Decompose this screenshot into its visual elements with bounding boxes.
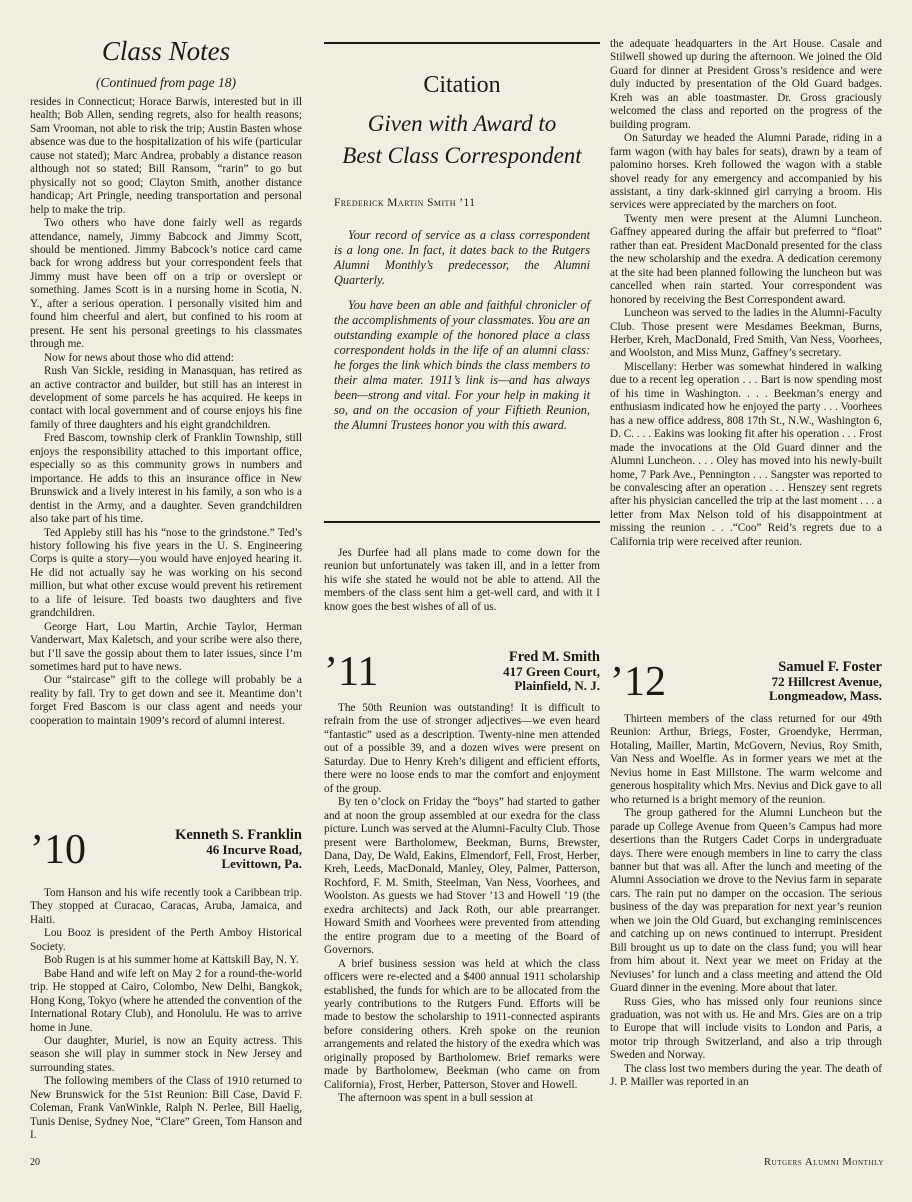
citation-author: [334, 197, 475, 209]
class-1910-header: [30, 828, 302, 888]
correspondent-name: Samuel F. Foster: [778, 659, 882, 675]
paragraph: The afternoon was spent in a bull session at: [338, 1092, 534, 1105]
continued-note: (Continued from page 18): [95, 75, 237, 90]
citation-paragraph: Your record of service as a class correspondent is a long one. In fact, it dates back to the Rutgers Alumni Monthly’s predecessor, the Alumni Quarterly.: [334, 228, 590, 287]
citation-bottom-rule: [324, 521, 600, 523]
paragraph: A brief business session was held at which the class officers were re-elected and a $400 annual 1911 scholarship established, the funds for which are to be allocated from the yearly contributions to the Rutgers Fund. Efforts will be made to bestow the scholarship to 1911-connected aspirants before considering others. Kreh spoke on the reunion arrangements and related the history of the exedra which was originally proposed by Bartholomew. Brief remarks were made by Bartholomew, Beekman (who came on from California), Frost, Herber, Patterson, Stover and Howell.: [324, 957, 600, 1091]
paragraph: Twenty men were present at the Alumni Luncheon. Gaffney appeared during the affair but preferred to “float” rather than eat. President MacDonald presented for the class the new scholarship and the exedra. A dedication ceremony at the site had been planned following the luncheon but was cancelled when rain started. Your correspondent was honored by receiving the Best Correspondent award.: [610, 212, 882, 306]
class-1911-header: [324, 650, 600, 710]
paragraph: Rush Van Sickle, residing in Manasquan, has retired as an active contractor and builder, but still has an interest in development of some parcels he has acquired. He keeps in contact with local government and of course enjoys his fine family of three daughters and his eight grandchildren.: [30, 365, 302, 431]
correspondent-block: [769, 660, 882, 704]
correspondent-address-line2: Longmeadow, Mass.: [768, 688, 882, 704]
class-year: ’10: [30, 827, 86, 873]
correspondent-address-line1: 46 Incurve Road,: [206, 841, 302, 857]
paragraph: The following members of the Class of 1910 returned to New Brunswick for the 51st Reunion: Bill Case, David F. Coleman, Frank VanWinkle, Ralph N. Perlee, Bill Haelig, Tunis Denise, Sydney Noe, “Clare” Green, Tom Hanson and I.: [30, 1075, 302, 1142]
paragraph: The class lost two members during the year. The death of J. P. Mailler was reported in an: [610, 1062, 882, 1089]
citation-box: [324, 42, 600, 518]
paragraph: By ten o’clock on Friday the “boys” had started to gather and at noon the group assembled at our exedra for the class picture. Lunch was served at the Alumni-Faculty Club. Those present were Bartholomew, Beekman, Burns, Brewster, Dana, Day, De Wald, Eakins, Elmendorf, Fell, Frost, Herber, Kreh, Leeds, MacDonald, Manley, Oley, Palmer, Patterson, Rochford, F. M. Smith, Steelman, Van Ness, Voorhees, and Woolston. As guests we had Stover ’13 and Howell ’19 (the exedra architects) and Jack Roth, our able prearranger. Howard Smith and Voorhees were prevented from attending the entire program due to a meeting of the Board of Governors.: [324, 796, 600, 957]
class-notes-title: Class Notes: [101, 36, 231, 66]
class-notes-continuation: [30, 96, 302, 728]
class-1911-continuation: [324, 547, 600, 614]
class-1910-notes: [30, 887, 302, 1143]
paragraph: Lou Booz is president of the Perth Amboy Historical Society.: [30, 927, 302, 953]
paragraph: Bob Rugen is at his summer home at Kattskill Bay, N. Y.: [44, 954, 299, 967]
paragraph: Fred Bascom, township clerk of Franklin Township, still enjoys the responsibility attached to this important office, especially so as this community grows in numbers and importance. He adds to this an insurance office in New Brunswick and a lively interest in his family, a son who is a dentist in the Army, and a daughter. Seven grandchildren also take part of his time.: [30, 432, 302, 526]
paragraph: Babe Hand and wife left on May 2 for a round-the-world trip. He stopped at Cairo, Colombo, New Delhi, Bangkok, Hong Kong, Tokyo (where he attended the convention of the International Rotary Club), and Honolulu. He was to arrive home in June.: [30, 967, 302, 1034]
publication-name: Rutgers Alumni Monthly: [763, 1157, 884, 1168]
citation-title: Citation: [423, 72, 501, 98]
paragraph: Our “staircase” gift to the college will probably be a reality by fall. Try to get down and see it. Meantime don’t forget Fred Bascom is our class agent and needs your cooperation to maintain 1909’s record of alumni interest.: [30, 674, 302, 727]
correspondent-address-line2: Plainfield, N. J.: [514, 678, 600, 694]
citation-author-name: Frederick Martin Smith ’11: [334, 197, 476, 209]
paragraph: Luncheon was served to the ladies in the Alumni-Faculty Club. Those present were Mesdames Beekman, Burns, Herber, Kreh, MacDonald, Fred Smith, Van Ness, Voorhees, and Woolston, and Miss Munz, Gaffney’s secretary.: [610, 307, 882, 360]
citation-paragraph: You have been an able and faithful chronicler of the accomplishments of your classmates. You are an outstanding example of the honored place a class correspondent holds in the life of an alumni class: he forges the link which binds the class members to their alma mater. 1911’s link is—and has always been—strong and vital. For your help in making it so, and on the occasion of your Fiftieth Reunion, the Alumni Trustees honor you with this award.: [334, 298, 590, 432]
paragraph: George Hart, Lou Martin, Archie Taylor, Herman Vanderwart, Max Kaletsch, and your scribe were also there, but I’ll save the gossip about them to later issues, since I’m sometimes hard put to have news.: [30, 620, 302, 674]
paragraph: Tom Hanson and his wife recently took a Caribbean trip. They stopped at Curacao, Caracas, Aruba, Jamaica, and Haiti.: [30, 887, 302, 926]
correspondent-name: Kenneth S. Franklin: [175, 827, 302, 843]
citation-subtitle: [324, 108, 600, 172]
class-1911-notes: [324, 702, 600, 1106]
correspondent-address-line2: Levittown, Pa.: [221, 856, 302, 872]
correspondent-address-line1: 72 Hillcrest Avenue,: [771, 673, 882, 689]
class-1912-notes: [610, 713, 882, 1090]
paragraph: Thirteen members of the class returned for our 49th Reunion: Arthur, Briegs, Foster, Groendyke, Herrman, Hotaling, Mailler, Martin, McGovern, Nevius, Roy Smith, Van Ness and Woelfle. As in former years we met at the Nevius home in East Millstone. The warm welcome and generous hospitality which Mrs. Nevius and Dick gave to all who returned is a bright memory of the reunion.: [610, 713, 882, 806]
correspondent-block: [175, 828, 302, 872]
paragraph: Russ Gies, who has missed only four reunions since graduation, was not with us. He and Mrs. Gies are on a trip to Europe that will include visits to London and Paris, a motor trip through Switzerland, and also a trip through Sweden and Norway.: [610, 995, 882, 1062]
correspondent-address-line1: 417 Green Court,: [503, 663, 600, 679]
paragraph: On Saturday we headed the Alumni Parade, riding in a farm wagon (with hay bales for seats), drawn by a team of palomino horses. Kreh followed the wagon with a stable shovel ready for any emergency and accompanied by his assistant, a tiny dark-skinned girl carrying a broom. His services were appreciated by the marchers on foot.: [610, 132, 882, 212]
paragraph: Our daughter, Muriel, is now an Equity actress. This season she will play in summer stock in New Jersey and surrounding states.: [30, 1034, 302, 1074]
correspondent-name: Fred M. Smith: [508, 649, 600, 665]
paragraph: the adequate headquarters in the Art House. Casale and Stilwell showed up during the afternoon. We joined the Old Guard for dinner at President Gross’s residence and were duly inducted by presentation of the Old Guard badges. Kreh was an able toastmaster. Dr. Gross graciously welcomed the class and reported on the progress of the building program.: [610, 38, 882, 131]
citation-subtitle-line1: Given with Award to: [367, 111, 557, 136]
paragraph: Two others who have done fairly well as regards attendance, namely, Jimmy Babcock and Jimmy Scott, should be mentioned. Jimmy Babcock’s notice card came back for wrong address but your correspondent feels that Jimmy must have been off on a trip or overslept or something. James Scott is in a nursing home in Scotia, N. Y., after a serious operation. I personally visited him and found him cheerful and alert, but confined to his room at present. He sent his personal greetings to his classmates through me.: [30, 217, 302, 351]
class-year: ’12: [610, 659, 666, 705]
class-1912-header: [610, 660, 882, 720]
page-number: 20: [30, 1157, 40, 1168]
paragraph: Now for news about those who did attend:: [44, 351, 234, 364]
paragraph: Ted Appleby still has his “nose to the grindstone.” Ted’s history following his five years in the U. S. Engineering Corps is quite a story—you would have enjoyed hearing it. He did not actually say he was working on his second million, but what other excuse would prevent his retirement to a life of leisure. Ted boasts two daughters and five grandchildren.: [30, 526, 302, 620]
citation-body: [334, 228, 590, 443]
paragraph: resides in Connecticut; Horace Barwis, interested but in ill health; Bob Allen, sending regrets, also for health reasons; Sam Vrooman, not able to risk the trip; Austin Basten whose absence was due to the hospitalization of his wife (particular cause not stated); Marc Andrea, probably a distance reason although not so stated; Bill Ransom, “rarin” to go but physically not so good; Clayton Smith, another distance handicap; Art Pringle, needing transportation and personal help to make the trip.: [30, 96, 302, 216]
correspondent-block: [503, 650, 600, 694]
citation-subtitle-line2: Best Class Correspondent: [342, 143, 582, 168]
paragraph: The group gathered for the Alumni Luncheon but the parade up College Avenue from Queen’s Campus had more desertions than the Rutgers Cadet Corps in undergraduate days. There were enough members in line to carry the class banner but that was all. After the lunch and meeting of the Alumni Association we drove to the Nevius farm in separate cars. The rain put no damper on the occasion. The serious business of the day was preparation for next year’s reunion when we join the Old Guard, but exchanging reminiscences and catching up on news continued to interrupt. President Bill brought us up to date on the class fund; you will hear from him about it. Next year we meet on Friday at the Neviuses’ for lunch and a class meeting and attend the Old Guard dinner in the evening. More about that later.: [610, 807, 882, 995]
class-year: ’11: [324, 649, 379, 695]
class-1911-continuation-right: [610, 38, 882, 549]
paragraph: Miscellany: Herber was somewhat hindered in walking due to a recent leg operation . . . Bart is now spending most of his time in Washington. . . . Beekman’s energy and enthusiasm indicated how he enjoyed the party . . . Voorhees has a new office address, 808 17th St., N.W., Washington 6, D. C. . . . Eakins was looking fit after his operation . . . Frost made the invocations at the Old Guard dinner and the Alumni Luncheon. . . . Oley has moved into his newly-built home, 7 Park Ave., Pennington . . . Sangster was reported to be convalescing after an operation . . . Henszey sent regrets after his physician cancelled the trip at the last moment . . . a letter from Max Nelson told of his disappointment at missing the reunion . . .“Coo” Reid’s regrets due to a California trip were received after reunion.: [610, 360, 882, 548]
paragraph: Jes Durfee had all plans made to come down for the reunion but unfortunately was taken ill, and in a letter from his wife she stated he would not be able to attend. All the members of the class sent him a get-well card, and with it I know goes the best wishes of all of us.: [324, 547, 600, 613]
paragraph: The 50th Reunion was outstanding! It is difficult to refrain from the use of stronger adjectives—we even heard “fantastic” used as a description. Twenty-nine men attended out of a possible 39, and a dozen wives were present on Saturday. Due to Henry Kreh’s diligent and efficient efforts, there were no loose ends to mar the comfort and enjoyment of the group.: [324, 702, 600, 795]
